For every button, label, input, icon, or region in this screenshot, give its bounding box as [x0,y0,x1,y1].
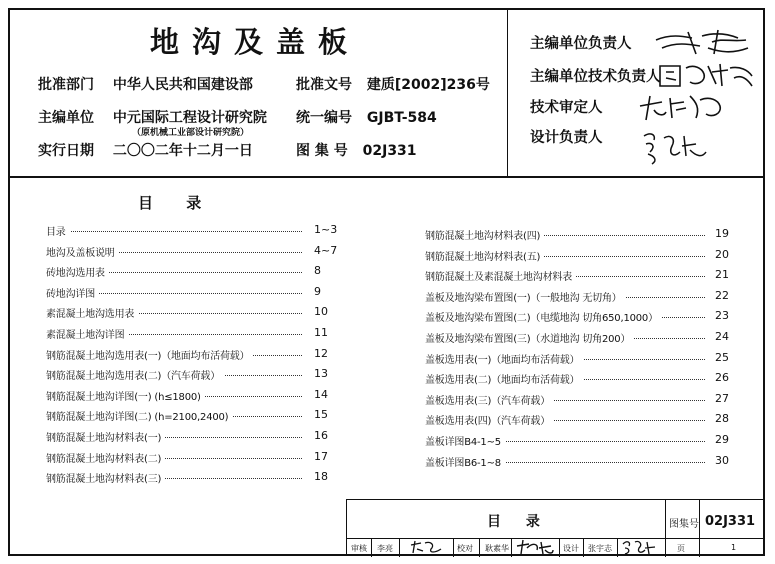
unified-no-row [296,107,437,127]
toc-entry-page: 16 [314,428,328,442]
toc-entry[interactable] [46,323,336,344]
toc-entry[interactable] [425,327,745,348]
reviewer-name: 李亮 [377,544,393,553]
unified-no-value: GJBT-584 [366,110,437,126]
tb-divider [479,538,480,557]
toc-entry-label: 地沟及盖板说明 [46,244,119,259]
toc-entry-page: 14 [314,387,328,401]
title-block-name: 目 录 [487,514,550,530]
tb-divider [453,538,454,557]
toc-entry-page: 27 [715,391,729,405]
responsible-chief-editor: 主编单位负责人 [530,36,632,52]
signature-tech-reviewer [636,92,726,122]
toc-entry-label: 钢筋混凝土地沟选用表(二)（汽车荷载） [46,367,224,382]
toc-entry-page: 8 [314,264,321,278]
toc-leader-dots [66,231,302,232]
toc-entry[interactable] [425,430,745,451]
toc-entry[interactable] [46,405,336,426]
tb-divider [399,538,400,557]
tb-divider [617,538,618,557]
toc-entry-page: 1~3 [314,223,338,236]
signature-tech-lead [656,60,756,90]
toc-entry-page: 10 [314,305,328,319]
toc-entry-label: 盖板详图B6-1~8 [425,454,505,469]
toc-entry-page: 17 [314,449,328,463]
toc-entry[interactable] [425,286,745,307]
atlas-no-label: 图 集 号 [296,143,348,159]
toc-entry-label: 钢筋混凝土地沟材料表(一) [46,429,165,444]
tb-divider [665,538,666,557]
reviewer-signature [409,539,443,555]
title-block-atlas-label: 图集号 [669,519,699,530]
toc-entry[interactable] [425,409,745,430]
tb-divider [511,538,512,557]
impl-date-value: 二〇〇二年十二月一日 [112,143,253,159]
tb-divider [371,538,372,557]
impl-date-label: 实行日期 [38,143,94,159]
toc-entry[interactable] [46,302,336,323]
toc-entry-label: 砖地沟详图 [46,285,99,300]
toc-entry[interactable] [425,348,745,369]
toc-entry-label: 盖板详图B4-1~5 [425,433,505,448]
approval-dept-value: 中华人民共和国建设部 [112,77,253,93]
toc-entry-label: 钢筋混凝土地沟材料表(二) [46,450,165,465]
toc-entry-page: 29 [715,432,729,446]
toc-entry-label: 盖板及地沟梁布置图(三)（水道地沟 切角200） [425,330,634,345]
approval-doc-row [296,74,490,94]
page-number: 1 [731,543,737,552]
toc-entry[interactable] [425,306,745,327]
toc-entry[interactable] [46,261,336,282]
toc-entry[interactable] [46,241,336,262]
header-split-line [507,8,508,178]
toc-entry-label: 钢筋混凝土地沟选用表(一)（地面均布活荷载） [46,347,253,362]
toc-entry[interactable] [425,451,745,472]
review-label: 审核 [351,544,367,553]
designer-name: 张宇志 [588,544,612,553]
toc-entry-label: 钢筋混凝土及素混凝土地沟材料表 [425,268,576,283]
toc-entry[interactable] [46,220,336,241]
design-label: 设计 [563,544,579,553]
approval-doc-value: 建质[2002]236号 [366,77,490,93]
toc-entry-label: 钢筋混凝土地沟详图(二) (h=2100,2400) [46,408,232,423]
toc-entry[interactable] [425,368,745,389]
toc-entry[interactable] [425,245,745,266]
toc-entry-label: 盖板选用表(一)（地面均布活荷载） [425,351,583,366]
toc-entry-label: 目录 [46,223,70,238]
toc-entry-page: 25 [715,350,729,364]
toc-entry-page: 22 [715,288,729,302]
toc-entry[interactable] [46,426,336,447]
toc-right-column [425,224,745,471]
toc-entry-label: 钢筋混凝土地沟材料表(五) [425,248,544,263]
toc-leader-dots [66,293,302,294]
toc-entry-page: 26 [715,371,729,385]
editor-unit-value: 中元国际工程设计研究院 [112,110,267,126]
toc-entry-page: 13 [314,367,328,381]
approval-dept-label: 批准部门 [38,77,94,93]
toc-entry-label: 钢筋混凝土地沟材料表(三) [46,470,165,485]
tb-divider [583,538,584,557]
proof-label: 校对 [457,544,473,553]
toc-entry-page: 19 [715,227,729,240]
toc-entry-label: 盖板及地沟梁布置图(一)（一般地沟 无切角） [425,289,626,304]
toc-entry[interactable] [425,389,745,410]
toc-entry-page: 28 [715,412,729,426]
signature-design-lead [640,128,710,166]
title-block [346,499,765,556]
designer-signature [621,538,657,556]
toc-entry-label: 素混凝土地沟详图 [46,326,128,341]
toc-entry-label: 盖板选用表(三)（汽车荷载） [425,392,554,407]
approval-dept-row [38,74,253,94]
editor-unit-label: 主编单位 [38,110,94,126]
tb-divider [699,538,700,557]
toc-entry-label: 钢筋混凝土地沟材料表(四) [425,227,544,242]
toc-entry[interactable] [425,224,745,245]
tb-divider [665,500,666,538]
responsible-design-lead: 设计负责人 [530,130,603,146]
atlas-no-value: 02J331 [362,143,417,159]
unified-no-label: 统一编号 [296,110,352,126]
toc-entry-page: 4~7 [314,243,338,257]
toc-entry[interactable] [46,344,336,365]
editor-unit-row [38,107,267,127]
header-divider [8,176,765,178]
toc-entry-label: 砖地沟选用表 [46,264,109,279]
toc-entry-page: 21 [715,268,729,282]
toc-entry[interactable] [425,265,745,286]
responsible-tech-reviewer: 技术审定人 [530,100,603,116]
proofer-signature [515,538,555,556]
responsible-tech-lead: 主编单位技术负责人 [530,69,661,85]
toc-entry-page: 15 [314,408,328,422]
approval-doc-label: 批准文号 [296,77,352,93]
atlas-no-row [296,140,417,160]
tb-divider [699,500,700,538]
toc-entry[interactable] [46,467,336,488]
proofer-name: 耿素华 [485,544,509,553]
toc-entry-label: 盖板选用表(四)（汽车荷载） [425,412,554,427]
toc-entry-page: 18 [314,470,328,484]
title-block-atlas-no: 02J331 [705,514,756,529]
signature-chief-editor [652,28,752,58]
toc-entry-label: 素混凝土地沟选用表 [46,305,138,320]
toc-entry-label: 钢筋混凝土地沟详图(一) (h≤1800) [46,388,205,403]
toc-entry[interactable] [46,447,336,468]
toc-entry-page: 30 [715,453,729,467]
toc-entry[interactable] [46,282,336,303]
page-title: 地沟及盖板 [150,25,361,59]
editor-unit-note: （原机械工业部设计研究院） [132,128,250,138]
toc-entry[interactable] [46,385,336,406]
toc-entry[interactable] [46,364,336,385]
impl-date-row [38,140,253,160]
toc-entry-page: 20 [715,247,729,261]
page-label: 页 [677,544,685,553]
toc-entry-label: 盖板选用表(二)（地面均布活荷载） [425,371,583,386]
toc-entry-page: 9 [314,284,321,298]
toc-title: 目 录 [138,194,216,212]
tb-divider [559,538,560,557]
toc-left-column [46,220,336,488]
toc-entry-page: 11 [314,325,328,339]
toc-entry-page: 24 [715,329,729,343]
toc-entry-label: 盖板及地沟梁布置图(二)（电缆地沟 切角650,1000） [425,309,662,324]
toc-entry-page: 23 [715,309,729,323]
toc-entry-page: 12 [314,346,328,360]
